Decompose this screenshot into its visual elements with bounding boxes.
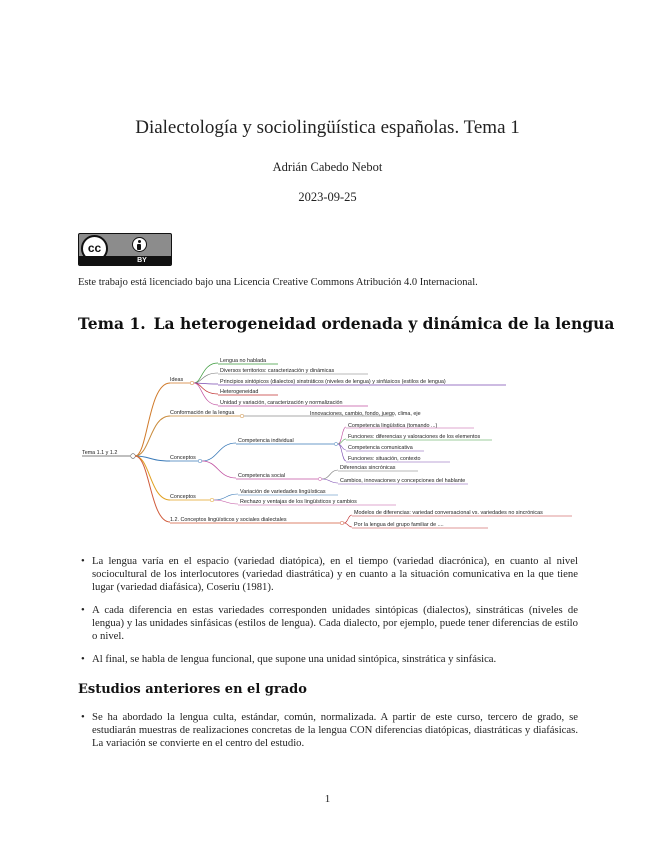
document-date: 2023-09-25: [298, 190, 357, 204]
mindmap-root: Tema 1.1 y 1.2: [82, 450, 118, 456]
mindmap-leaf: Funciones: situación, contexto: [348, 456, 421, 462]
mindmap-leaf: Diversos territorios: caracterización y dinámicas: [220, 368, 335, 374]
mindmap-leaf: Competencia comunicativa: [348, 445, 413, 451]
mindmap-leaf: Competencia lingüística (tomando ...): [348, 423, 438, 429]
section-title: La heterogeneidad ordenada y dinámica de la lengua: [153, 314, 615, 333]
list-item: • La lengua varía en el espacio (variedad diatópica), en el tiempo (variedad diacrónica), en cuanto al nivel sociocultural de los interlocutores (variedad diastrática) y en cuanto a la situación comunicativa en la que tiene lugar (variedad diafásica), Coseriu (1981).: [78, 555, 578, 594]
section-number: Tema 1.: [78, 314, 146, 333]
list-item: • Al final, se habla de lengua funcional, que supone una unidad sintópica, sinstrática y sinfásica.: [78, 653, 578, 666]
mindmap-leaf: Diferencias sincrónicas: [340, 465, 396, 471]
mindmap-branch-conceptos-2: Conceptos: [170, 494, 196, 500]
section-heading: [78, 314, 614, 333]
list-item: • Se ha abordado la lengua culta, estándar, común, normalizada. A partir de este curso, tercero de grado, se estudiarán muestras de realizaciones concretas de la lengua CON diferencias diatópicas, diastráticas y diafásicas. La variación se convierte en el centro del estudio.: [78, 711, 578, 750]
mindmap-branch-conformacion: Conformación de la lengua: [170, 410, 235, 416]
mindmap-leaf: Por la lengua del grupo familiar de ....: [354, 522, 444, 528]
mindmap-leaf: Variación de variedades lingüísticas: [240, 489, 326, 495]
mindmap-leaf: Lengua no hablada: [220, 358, 267, 364]
list-item: • A cada diferencia en estas variedades corresponden unidades sintópicas (dialectos), sinstráticas (niveles de lengua) y las unidades sinfásicas (estilos de lengua). Cada dialecto, por ejemplo, puede tener diferencias de estilo o nivel.: [78, 604, 578, 643]
subsection-bullet-list: [78, 711, 578, 750]
mindmap-branch-conceptos: Conceptos: [170, 455, 196, 461]
document-title: Dialectología y sociolingüística españolas. Tema 1: [135, 117, 520, 138]
mindmap-sub-individual: Competencia individual: [238, 438, 294, 444]
bullet-list: [78, 555, 578, 666]
mindmap-leaf: Modelos de diferencias: variedad conversacional vs. variedades no sincrónicas: [354, 510, 543, 516]
mindmap-leaf: Principios sintópicos (dialectos) sinstráticos (niveles de lengua) y sinfásicos (estilos de lengua): [220, 379, 446, 385]
mindmap-leaf: Funciones: diferencias y valoraciones de los elementos: [348, 434, 481, 440]
mindmap-leaf: Unidad y variación, caracterización y normalización: [220, 400, 343, 406]
mindmap-branch-ideas: Ideas: [170, 377, 184, 383]
mindmap-figure: [78, 350, 578, 540]
cc-license-badge[interactable]: [78, 233, 172, 266]
page-number: 1: [324, 793, 331, 805]
mindmap-sub-social: Competencia social: [238, 473, 286, 479]
mindmap-leaf: Innovaciones, cambio, fondo, juego, clima, eje: [310, 411, 421, 417]
mindmap-leaf: Rechazo y ventajas de los lingüísticos y cambios: [240, 499, 357, 505]
cc-logo-icon: cc: [81, 235, 108, 262]
license-text: Este trabajo está licenciado bajo una Licencia Creative Commons Atribución 4.0 Internacional.: [78, 277, 478, 288]
mindmap-leaf: Heterogeneidad: [220, 389, 259, 395]
subsection-heading: Estudios anteriores en el grado: [78, 682, 307, 697]
badge-bar: [79, 256, 171, 265]
mindmap-leaf: Cambios, innovaciones y concepciones del hablante: [340, 478, 466, 484]
by-label: BY: [137, 257, 147, 264]
attribution-person-icon: [132, 237, 147, 252]
mindmap-branch-1-2: 1.2. Conceptos lingüísticos y sociales dialectales: [170, 517, 287, 523]
document-author: Adrián Cabedo Nebot: [272, 160, 383, 174]
